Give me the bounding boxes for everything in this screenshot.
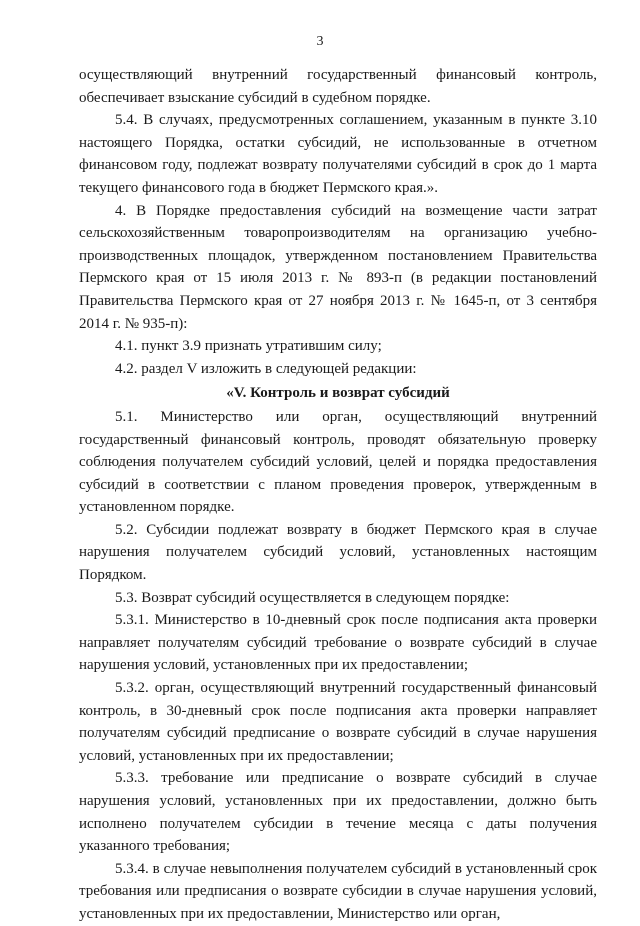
section-heading: «V. Контроль и возврат субсидий: [226, 385, 450, 402]
paragraph-5-4: 5.4. В случаях, предусмотренных соглашением, указанным в пункте 3.10 настоящего Порядка, остатки субсидий, не использованные в отчетном финансовом году, подлежат возврату получателями субсидий в срок до 1 марта текущего финансового года в бюджет Пермского края.».: [79, 112, 597, 196]
paragraph-5-3: 5.3. Возврат субсидий осуществляется в следующем порядке:: [115, 589, 510, 606]
page-number: 3: [316, 34, 324, 49]
paragraph-4-2: 4.2. раздел V изложить в следующей редакции:: [115, 360, 417, 377]
paragraph-5-1: 5.1. Министерство или орган, осуществляющий внутренний государственный финансовый контроль, проводят обязательную проверку соблюдения получателем субсидий условий, целей и порядка предоставления субсидий в соответствии с планом проведения проверок, утвержденным в установленном порядке.: [79, 408, 597, 516]
paragraph-5-3-4: 5.3.4. в случае невыполнения получателем субсидий в установленный срок требования или предписания о возврате субсидии в случае нарушения условий, установленных при их предоставлении, Министерство или орган,: [79, 860, 597, 922]
paragraph-5-3-3: 5.3.3. требование или предписание о возврате субсидий в случае нарушения условий, установленных при их предоставлении, должно быть исполнено получателем субсидии в течение месяца с даты получения указанного требования;: [79, 770, 597, 855]
document-body: [79, 64, 597, 926]
paragraph-5-3-2: 5.3.2. орган, осуществляющий внутренний государственный финансовый контроль, в 30-дневный срок после подписания акта проверки направляет получателям субсидий предписание о возврате субсидий в случае нарушения условий, установленных при их предоставлении;: [79, 680, 597, 764]
paragraph-continuation: осуществляющий внутренний государственный финансовый контроль, обеспечивает взыскание субсидий в судебном порядке.: [79, 67, 597, 106]
paragraph-5-3-1: 5.3.1. Министерство в 10-дневный срок после подписания акта проверки направляет получателям субсидий требование о возврате субсидий в случае нарушения условий, установленных при их предоставлении;: [79, 612, 597, 674]
paragraph-4-1: 4.1. пункт 3.9 признать утратившим силу;: [115, 338, 382, 355]
paragraph-4: 4. В Порядке предоставления субсидий на возмещение части затрат сельскохозяйственным товаропроизводителям на организацию учебно-производственных площадок, утвержденном постановлением Правительства Пермского края от 15 июля 2013 г. № 893-п (в редакции постановлений Правительства Пермского края от 27 ноября 2013 г. № 1645-п, от 3 сентября 2014 г. № 935-п):: [79, 202, 597, 332]
paragraph-5-2: 5.2. Субсидии подлежат возврату в бюджет Пермского края в случае нарушения получателем субсидий условий, установленных настоящим Порядком.: [79, 521, 597, 584]
